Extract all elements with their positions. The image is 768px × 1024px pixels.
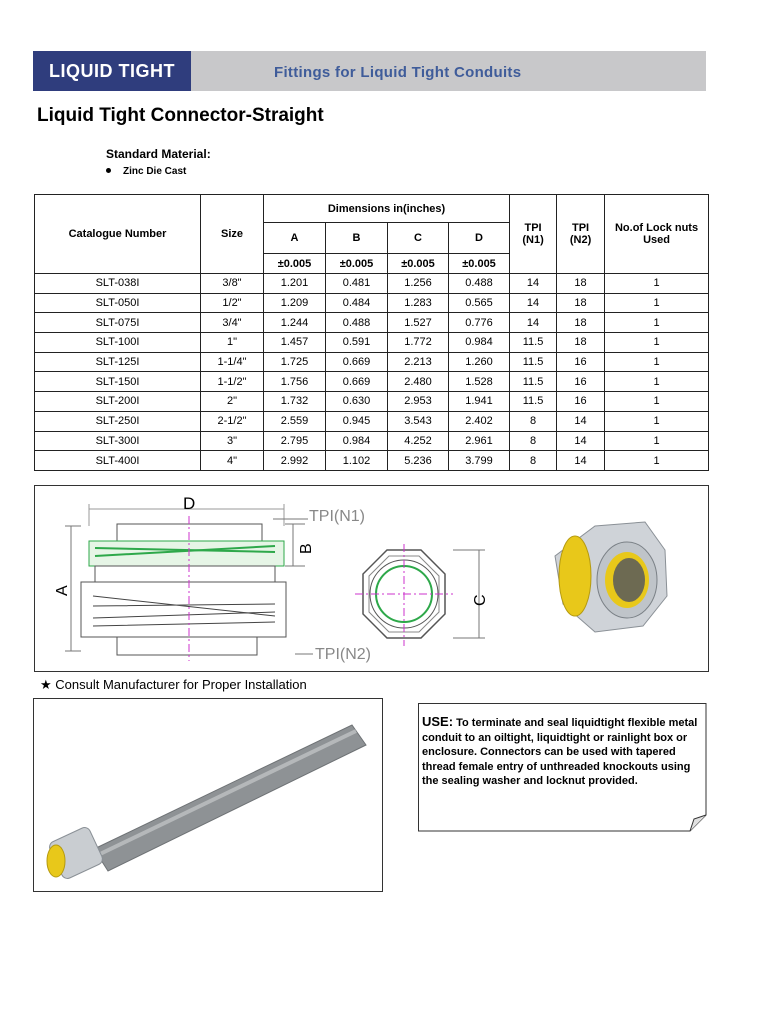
catalogue-cell: SLT-050I	[35, 293, 201, 313]
catalogue-cell: SLT-400I	[35, 451, 201, 471]
size-cell: 2"	[201, 392, 264, 412]
technical-drawing-panel	[34, 485, 709, 672]
tpi-n2-cell: 18	[557, 333, 605, 353]
use-label: USE:	[422, 714, 454, 729]
dim-a-cell: 1.201	[264, 274, 326, 294]
size-cell: 2-1/2"	[201, 411, 264, 431]
catalogue-cell: SLT-100I	[35, 333, 201, 353]
dim-c-header: C	[388, 223, 449, 254]
locknuts-cell: 1	[605, 392, 709, 412]
dim-c-cell: 4.252	[388, 431, 449, 451]
header-bar	[33, 51, 706, 91]
dim-a-cell: 1.209	[264, 293, 326, 313]
dim-b-cell: 1.102	[326, 451, 388, 471]
col-catalogue-header: Catalogue Number	[35, 195, 201, 274]
dim-d-cell: 0.984	[449, 333, 510, 353]
size-cell: 1/2"	[201, 293, 264, 313]
dim-b-cell: 0.984	[326, 431, 388, 451]
size-cell: 1-1/2"	[201, 372, 264, 392]
dim-c-cell: 3.543	[388, 411, 449, 431]
col-locknuts-header: No.of Lock nuts Used	[605, 195, 709, 274]
dim-b-cell: 0.591	[326, 333, 388, 353]
table-row	[35, 274, 709, 294]
tpi-n2-cell: 18	[557, 293, 605, 313]
catalogue-cell: SLT-150I	[35, 372, 201, 392]
brand-label: LIQUID TIGHT	[33, 51, 191, 91]
material-item-text: Zinc Die Cast	[123, 166, 187, 177]
dimensions-table	[34, 194, 709, 471]
catalogue-cell: SLT-200I	[35, 392, 201, 412]
dim-c-cell: 1.283	[388, 293, 449, 313]
dim-d-cell: 1.528	[449, 372, 510, 392]
tpi-n2-cell: 16	[557, 372, 605, 392]
table-row	[35, 431, 709, 451]
catalogue-cell: SLT-075I	[35, 313, 201, 333]
table-row	[35, 411, 709, 431]
material-heading: Standard Material:	[106, 147, 211, 161]
tpi-n1-cell: 14	[510, 274, 557, 294]
conduit-photo-panel	[33, 698, 383, 892]
locknuts-cell: 1	[605, 431, 709, 451]
dim-a-cell: 1.457	[264, 333, 326, 353]
header-subtitle: Fittings for Liquid Tight Conduits	[274, 64, 522, 81]
dim-d-cell: 1.941	[449, 392, 510, 412]
table-body	[35, 274, 709, 471]
label-d: D	[183, 494, 196, 513]
label-c: C	[472, 594, 489, 606]
dim-b-cell: 0.669	[326, 352, 388, 372]
dim-c-cell: 1.772	[388, 333, 449, 353]
table-row	[35, 313, 709, 333]
tpi-n1-cell: 14	[510, 293, 557, 313]
dim-c-cell: 2.213	[388, 352, 449, 372]
catalogue-cell: SLT-125I	[35, 352, 201, 372]
table-row	[35, 372, 709, 392]
locknuts-cell: 1	[605, 293, 709, 313]
dim-b-cell: 0.488	[326, 313, 388, 333]
col-tpi-n2-header: TPI (N2)	[557, 195, 605, 274]
tpi-n2-cell: 14	[557, 411, 605, 431]
connector-drawing	[35, 486, 708, 671]
use-description-panel	[418, 703, 706, 831]
label-b: B	[298, 543, 315, 554]
use-body: To terminate and seal liquidtight flexible metal conduit to an oiltight, liquidtight or rainlight box or enclosure. Connectors can be used with tapered thread female entry of unthreaded knockouts using the sealing washer and locknut provided.	[422, 717, 698, 788]
locknuts-cell: 1	[605, 451, 709, 471]
dim-d-cell: 0.776	[449, 313, 510, 333]
tolerance-d: ±0.005	[449, 254, 510, 274]
dim-c-cell: 2.953	[388, 392, 449, 412]
tpi-n1-cell: 11.5	[510, 333, 557, 353]
locknuts-cell: 1	[605, 333, 709, 353]
front-view-drawing	[355, 544, 485, 646]
side-view-drawing	[65, 504, 313, 661]
col-size-header: Size	[201, 195, 264, 274]
size-cell: 3"	[201, 431, 264, 451]
tpi-n1-cell: 11.5	[510, 352, 557, 372]
dim-a-cell: 1.244	[264, 313, 326, 333]
tpi-n2-cell: 18	[557, 313, 605, 333]
catalogue-cell: SLT-038I	[35, 274, 201, 294]
dim-d-header: D	[449, 223, 510, 254]
tpi-n1-cell: 8	[510, 411, 557, 431]
bullet-icon	[106, 168, 111, 173]
dim-d-cell: 0.565	[449, 293, 510, 313]
dim-d-cell: 3.799	[449, 451, 510, 471]
catalogue-cell: SLT-300I	[35, 431, 201, 451]
label-tpi-n2: TPI(N2)	[315, 646, 371, 663]
size-cell: 1"	[201, 333, 264, 353]
tolerance-c: ±0.005	[388, 254, 449, 274]
tpi-n1-cell: 11.5	[510, 372, 557, 392]
dim-a-cell: 1.756	[264, 372, 326, 392]
dim-c-cell: 2.480	[388, 372, 449, 392]
label-a: A	[54, 585, 71, 596]
locknuts-cell: 1	[605, 313, 709, 333]
locknuts-cell: 1	[605, 411, 709, 431]
dim-b-cell: 0.481	[326, 274, 388, 294]
dim-b-cell: 0.669	[326, 372, 388, 392]
use-description	[422, 715, 705, 789]
material-item	[106, 166, 186, 177]
dim-c-cell: 1.256	[388, 274, 449, 294]
tpi-n2-cell: 16	[557, 392, 605, 412]
table-row	[35, 333, 709, 353]
tpi-n2-cell: 14	[557, 431, 605, 451]
dim-a-header: A	[264, 223, 326, 254]
dim-b-header: B	[326, 223, 388, 254]
dim-d-cell: 2.961	[449, 431, 510, 451]
table-row	[35, 451, 709, 471]
size-cell: 3/8"	[201, 274, 264, 294]
size-cell: 1-1/4"	[201, 352, 264, 372]
table-row	[35, 392, 709, 412]
dim-d-cell: 0.488	[449, 274, 510, 294]
locknuts-cell: 1	[605, 274, 709, 294]
page-title: Liquid Tight Connector-Straight	[37, 105, 324, 126]
tpi-n2-cell: 14	[557, 451, 605, 471]
tolerance-b: ±0.005	[326, 254, 388, 274]
tpi-n2-cell: 16	[557, 352, 605, 372]
catalogue-cell: SLT-250I	[35, 411, 201, 431]
dim-c-cell: 1.527	[388, 313, 449, 333]
dim-d-cell: 1.260	[449, 352, 510, 372]
locknuts-cell: 1	[605, 352, 709, 372]
dim-a-cell: 2.992	[264, 451, 326, 471]
dim-a-cell: 1.725	[264, 352, 326, 372]
dim-a-cell: 1.732	[264, 392, 326, 412]
dim-b-cell: 0.630	[326, 392, 388, 412]
tpi-n2-cell: 18	[557, 274, 605, 294]
size-cell: 4"	[201, 451, 264, 471]
table-row	[35, 352, 709, 372]
dim-d-cell: 2.402	[449, 411, 510, 431]
tolerance-a: ±0.005	[264, 254, 326, 274]
tpi-n1-cell: 8	[510, 451, 557, 471]
dim-a-cell: 2.559	[264, 411, 326, 431]
size-cell: 3/4"	[201, 313, 264, 333]
dim-b-cell: 0.484	[326, 293, 388, 313]
dim-c-cell: 5.236	[388, 451, 449, 471]
label-tpi-n1: TPI(N1)	[309, 508, 365, 525]
tpi-n1-cell: 8	[510, 431, 557, 451]
consult-note: ★ Consult Manufacturer for Proper Installation	[40, 677, 307, 692]
locknuts-cell: 1	[605, 372, 709, 392]
dim-a-cell: 2.795	[264, 431, 326, 451]
tpi-n1-cell: 11.5	[510, 392, 557, 412]
connector-photo	[555, 522, 667, 632]
col-dimensions-header: Dimensions in(inches)	[264, 195, 510, 223]
conduit-photo	[34, 699, 382, 891]
col-tpi-n1-header: TPI (N1)	[510, 195, 557, 274]
tpi-n1-cell: 14	[510, 313, 557, 333]
table-row	[35, 293, 709, 313]
dim-b-cell: 0.945	[326, 411, 388, 431]
